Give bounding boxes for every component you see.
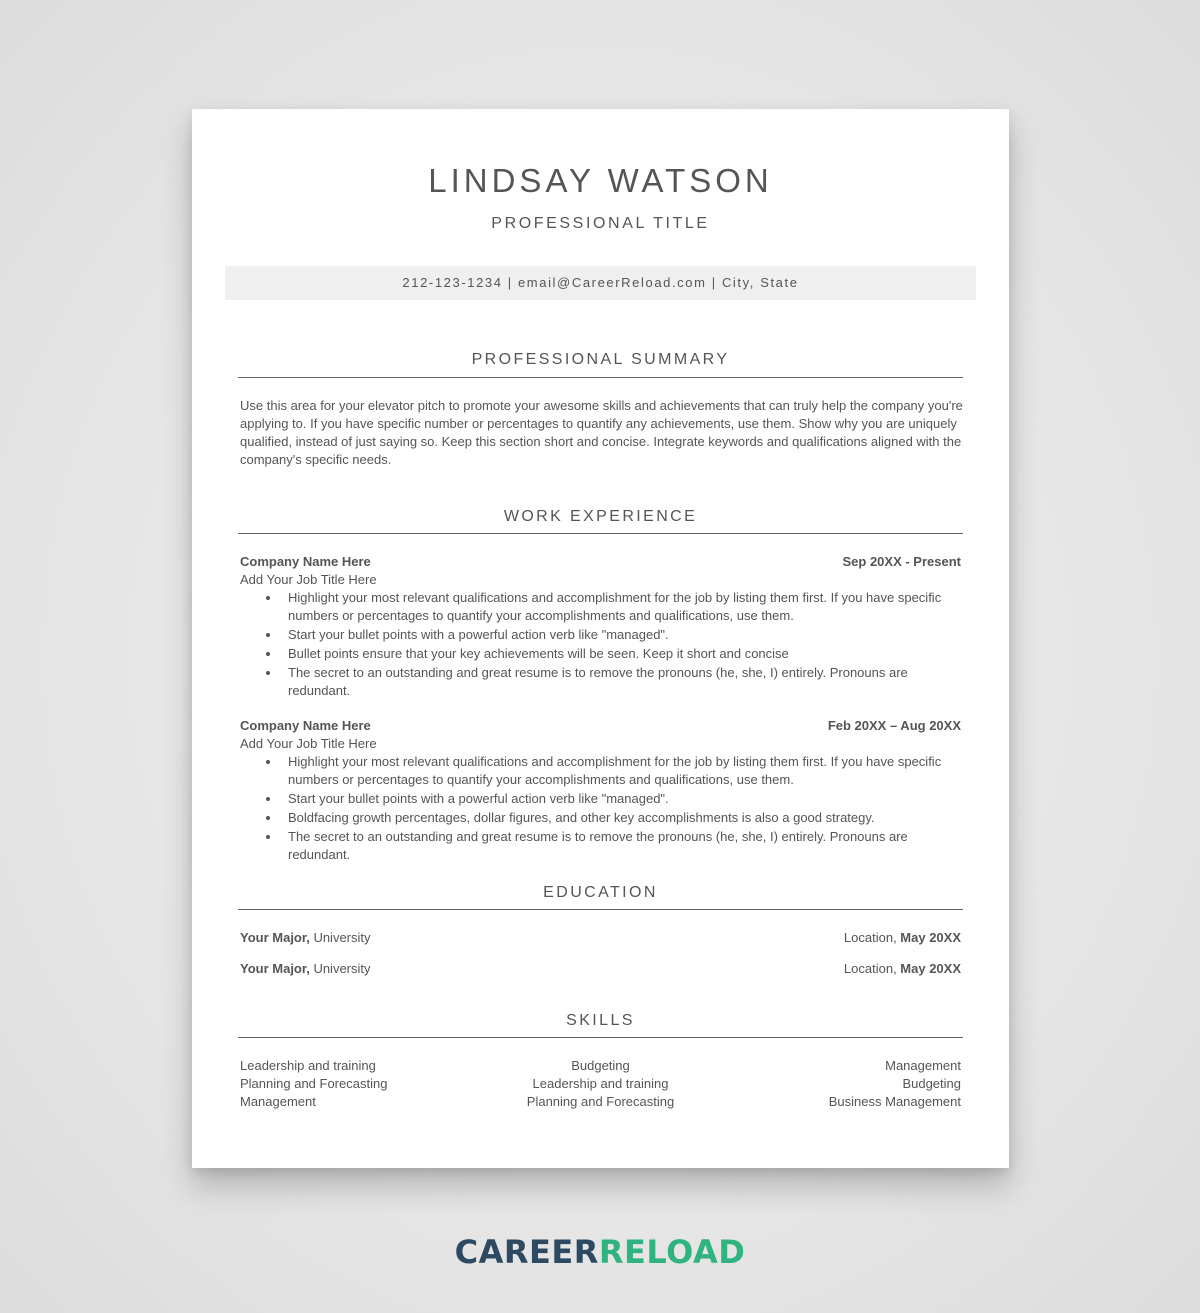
skill-item: Leadership and training <box>532 1076 669 1091</box>
professional-title: PROFESSIONAL TITLE <box>491 215 710 232</box>
job-bullet: Bullet points ensure that your key achievements will be seen. Keep it short and concise <box>288 645 961 663</box>
job-bullet: Highlight your most relevant qualifications and accomplishment for the job by listing them first. If you have specific numbers or percentages to quantify your accomplishments and qualifications, use them. <box>288 753 961 789</box>
job-header <box>240 717 961 735</box>
graduation-date: May 20XX <box>900 930 961 945</box>
job-dates: Sep 20XX - Present <box>842 554 961 569</box>
education-entry <box>240 929 961 947</box>
location: Location, <box>843 930 901 945</box>
skills-heading: SKILLS <box>566 1012 635 1029</box>
job-dates: Feb 20XX – Aug 20XX <box>827 718 961 733</box>
education-heading: EDUCATION <box>543 884 658 901</box>
job-bullet: The secret to an outstanding and great resume is to remove the pronouns (he, she, I) entirely. Pronouns are redundant. <box>288 664 961 700</box>
degree <box>240 960 371 978</box>
job-bullet: The secret to an outstanding and great resume is to remove the pronouns (he, she, I) entirely. Pronouns are redundant. <box>288 828 961 864</box>
major: Your Major, <box>240 961 310 976</box>
education-entry <box>240 960 961 978</box>
skill-item: Management <box>885 1058 961 1073</box>
skill-item: Budgeting <box>571 1058 630 1073</box>
contact-bar: 212-123-1234 | email@CareerReload.com | City, State <box>225 266 976 300</box>
skill-item: Leadership and training <box>240 1058 376 1073</box>
experience-heading: WORK EXPERIENCE <box>503 508 698 525</box>
summary-heading: PROFESSIONAL SUMMARY <box>471 351 730 368</box>
experience-divider <box>238 533 963 534</box>
skills-column <box>240 1057 480 1111</box>
resume-page <box>192 109 1009 1168</box>
job-header <box>240 553 961 571</box>
company-name: Company Name Here <box>240 554 371 569</box>
degree <box>240 929 371 947</box>
edu-location-date <box>844 929 961 947</box>
skills-divider <box>238 1037 963 1038</box>
summary-divider <box>238 377 963 378</box>
major: Your Major, <box>240 930 310 945</box>
job-title: Add Your Job Title Here <box>240 736 377 751</box>
logo-word-reload: RELOAD <box>598 1233 746 1271</box>
education-divider <box>238 909 963 910</box>
job-entry <box>240 553 961 701</box>
edu-location-date <box>844 960 961 978</box>
summary-text: Use this area for your elevator pitch to promote your awesome skills and achievements that can truly help the company you're applying to. If you have specific number or percentages to quantify any achievements, use them. Show why you are uniquely qualified, instead of just saying so. Keep this section short and concise. Integrate keywords and qualifications aligned with the company's specific needs. <box>240 398 963 467</box>
skills-column <box>481 1057 721 1111</box>
graduation-date: May 20XX <box>900 961 961 976</box>
careerreload-logo <box>0 1232 1200 1272</box>
job-bullet: Highlight your most relevant qualifications and accomplishment for the job by listing them first. If you have specific numbers or percentages to quantify your accomplishments and qualifications, use them. <box>288 589 961 625</box>
university: University <box>309 930 371 945</box>
job-entry <box>240 717 961 865</box>
job-bullets <box>240 753 961 864</box>
job-bullet: Start your bullet points with a powerful action verb like "managed". <box>288 626 961 644</box>
location: Location, <box>843 961 901 976</box>
university: University <box>309 961 371 976</box>
candidate-name: LINDSAY WATSON <box>428 162 773 199</box>
job-title: Add Your Job Title Here <box>240 572 377 587</box>
skill-item: Management <box>240 1094 316 1109</box>
job-bullet: Start your bullet points with a powerful action verb like "managed". <box>288 790 961 808</box>
job-bullet: Boldfacing growth percentages, dollar figures, and other key accomplishments is also a good strategy. <box>288 809 961 827</box>
skills-column <box>721 1057 961 1111</box>
skill-item: Planning and Forecasting <box>240 1076 388 1091</box>
logo-word-career: CAREER <box>454 1233 599 1271</box>
skills-grid <box>240 1057 961 1111</box>
skill-item: Budgeting <box>902 1076 961 1091</box>
skill-item: Business Management <box>828 1094 961 1109</box>
job-bullets <box>240 589 961 700</box>
company-name: Company Name Here <box>240 718 371 733</box>
skill-item: Planning and Forecasting <box>526 1094 675 1109</box>
